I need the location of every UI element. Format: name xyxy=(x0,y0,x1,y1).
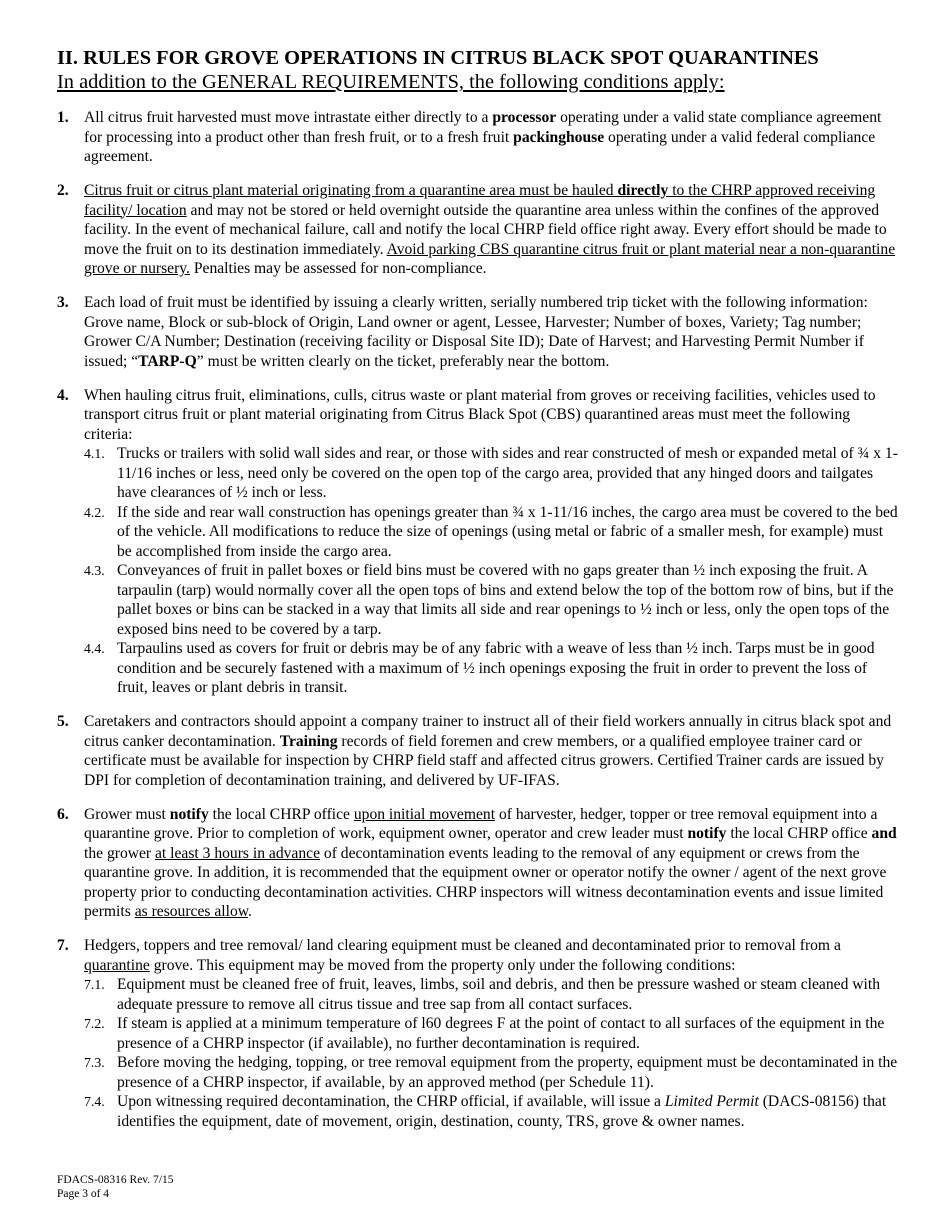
text-run: grove. This equipment may be moved from the property only under the following conditions: xyxy=(149,956,736,974)
rule-item-6 xyxy=(57,805,899,922)
sub-rule-text xyxy=(117,639,899,698)
rule-paragraph xyxy=(84,108,899,167)
sub-rule-4.2 xyxy=(84,503,899,562)
rule-number: 1. xyxy=(57,109,69,126)
rule-item-3 xyxy=(57,293,899,371)
text-run: Caretakers and contractors should appoint a company trainer to instruct all of their field workers annually in citrus black spot and citrus canker decontamination. xyxy=(84,713,892,750)
rule-text xyxy=(84,386,899,698)
rule-item-5 xyxy=(57,712,899,790)
sub-rule-7.3 xyxy=(84,1053,899,1092)
rule-number: 7. xyxy=(57,937,69,954)
rule-number: 3. xyxy=(57,294,69,311)
rule-item-7 xyxy=(57,936,899,1131)
sub-rule-4.4 xyxy=(84,639,899,698)
sub-rule-number: 7.3. xyxy=(84,1055,105,1070)
document-page xyxy=(57,46,899,1146)
section-title: II. RULES FOR GROVE OPERATIONS IN CITRUS BLACK SPOT QUARANTINES xyxy=(57,47,819,69)
rule-paragraph xyxy=(84,293,899,371)
text-run: Limited Permit xyxy=(664,1093,759,1110)
text-run: records of field foremen and crew members, or a qualified employee trainer card or certificate must be available for inspection by CHRP field staff and affected citrus growers. Certified Trainer cards are issued by DPI for completion of decontamination training, and delivered by UF-IFAS. xyxy=(84,732,884,789)
text-run: the grower xyxy=(84,844,156,862)
rule-text xyxy=(84,108,899,167)
text-run: All citrus fruit harvested must move intrastate either directly to a xyxy=(84,109,493,126)
rule-number: 6. xyxy=(57,805,69,823)
rule-item-2 xyxy=(57,181,899,279)
text-run: notify xyxy=(687,825,727,842)
text-run: directly xyxy=(617,182,669,199)
sub-rule-number: 4.1. xyxy=(84,446,105,461)
page-footer xyxy=(57,1173,174,1201)
rule-paragraph xyxy=(84,805,899,922)
text-run: Conveyances of fruit in pallet boxes or field bins must be covered with no gaps greater than ½ inch exposing the fruit. A tarpaulin (tarp) would normally cover all the open tops of bins and extend below the top of the bottom row of bins, but if the pallet boxes or bins can be stacked in a way that limits all side and rear openings to ½ inch or less, only the open tops of the exposed bins need to be covered by a tarp. xyxy=(117,562,894,638)
sub-rule-7.2 xyxy=(84,1014,899,1053)
text-run: at least 3 hours in advance xyxy=(155,844,320,862)
sub-rule-number: 7.4. xyxy=(84,1094,105,1109)
text-run: Equipment must be cleaned free of fruit, leaves, limbs, soil and debris, and then be pressure washed or steam cleaned with adequate pressure to remove all citrus tissue and tree sap from all contact surfaces. xyxy=(117,976,880,1013)
text-run: Upon witnessing required decontamination, the CHRP official, if available, will issue a xyxy=(117,1093,665,1110)
text-run: Citrus fruit or citrus plant material originating from a quarantine area must be hauled xyxy=(84,182,618,199)
text-run: Tarpaulins used as covers for fruit or debris may be of any fabric with a weave of less than ½ inch. Tarps must be in good condition and be securely fastened with a maximum of ½ inch openings exposing the fruit in order to prevent the loss of fruit, leaves or plant debris in transit. xyxy=(117,640,875,696)
rule-paragraph xyxy=(84,181,899,279)
sub-rule-7.1 xyxy=(84,975,899,1014)
text-run: If steam is applied at a minimum temperature of l60 degrees F at the point of contact to all surfaces of the equipment in the presence of a CHRP inspector (if available), no further decontamination is required. xyxy=(117,1015,885,1052)
sub-rule-4.3 xyxy=(84,561,899,639)
text-run: and xyxy=(871,825,897,842)
sub-rule-4.1 xyxy=(84,444,899,503)
text-run: of harvester, hedger, topper or tree removal equipment into a quarantine grove. Prior to completion of work, equipment owner, operator and crew leader must xyxy=(84,805,878,842)
sub-rule-number: 4.4. xyxy=(84,641,105,656)
text-run: operating under a valid federal compliance agreement. xyxy=(84,128,876,165)
sub-rule-text xyxy=(117,1014,899,1053)
sub-rule-7.4 xyxy=(84,1092,899,1131)
sub-rule-number: 7.1. xyxy=(84,977,105,992)
rule-text xyxy=(84,181,899,279)
form-id: FDACS-08316 Rev. 7/15 xyxy=(57,1174,174,1186)
sub-rule-number: 7.2. xyxy=(84,1016,105,1031)
rule-text xyxy=(84,936,899,1131)
text-run: Penalties may be assessed for non-compliance. xyxy=(189,260,487,277)
rule-item-1 xyxy=(57,108,899,167)
rule-paragraph xyxy=(84,386,899,445)
text-run: operating under a valid state compliance agreement for processing into a product other than fresh fruit, or to a fresh fruit xyxy=(84,109,882,146)
rule-text xyxy=(84,805,899,922)
text-run: When hauling citrus fruit, eliminations, culls, citrus waste or plant material from groves or receiving facilities, vehicles used to transport citrus fruit or plant material originating from Citrus Black Spot (CBS) quarantined areas must meet the following criteria: xyxy=(84,386,876,443)
text-run: quarantine xyxy=(84,956,150,974)
sub-rule-number: 4.2. xyxy=(84,504,105,520)
rule-text xyxy=(84,712,899,790)
text-run: Grower must xyxy=(84,805,170,823)
sub-rule-text xyxy=(117,561,899,639)
sub-rule-text xyxy=(117,1053,899,1092)
rule-item-4 xyxy=(57,386,899,698)
text-run: the local CHRP office xyxy=(208,805,354,823)
text-run: Hedgers, toppers and tree removal/ land clearing equipment must be cleaned and decontaminated prior to removal from a xyxy=(84,937,841,954)
text-run: ” must be written clearly on the ticket, preferably near the bottom. xyxy=(196,352,610,370)
text-run: Avoid parking CBS quarantine citrus fruit or plant material near a non-quarantine grove or nursery. xyxy=(84,240,896,277)
text-run: If the side and rear wall construction has openings greater than ¾ x 1-11/16 inches, the cargo area must be covered to the bed of the vehicle. All modifications to reduce the size of openings (using metal or fabric of a smaller mesh, for example) must be accomplished from inside the cargo area. xyxy=(117,503,898,560)
section-subtitle: In addition to the GENERAL REQUIREMENTS, the following conditions apply: xyxy=(57,71,725,93)
text-run: and may not be stored or held overnight outside the quarantine area unless within the confines of the approved facility. In the event of mechanical failure, call and notify the local CHRP field office right away. Every effort should be made to move the fruit on to its destination immediately. xyxy=(84,201,887,258)
text-run: Each load of fruit must be identified by issuing a clearly written, serially numbered trip ticket with the following information: Grove name, Block or sub-block of Origin, Land owner or agent, Lessee, Harvester; Number of boxes, Variety; Tag number; Grower C/A Number; Destination (receiving facility or Disposal Site ID); Date of Harvest; and Harvesting Permit Number if issued; “ xyxy=(84,294,868,370)
text-run: notify xyxy=(169,805,209,823)
text-run: Before moving the hedging, topping, or tree removal equipment from the property, equipment must be decontaminated in the presence of a CHRP inspector, if available, by an approved method (per Schedule 11). xyxy=(117,1054,898,1091)
text-run: upon initial movement xyxy=(353,805,496,823)
text-run: (DACS-08156) that identifies the equipment, date of movement, origin, destination, county, TRS, grove & owner names. xyxy=(117,1093,887,1130)
sub-rule-text xyxy=(117,975,899,1014)
text-run: of decontamination events leading to the removal of any equipment or crews from the quarantine grove. In addition, it is recommended that the equipment owner or operator notify the owner / agent of the next grove property prior to conducting decontamination activities. CHRP inspectors will witness decontamination events and issue limited permits xyxy=(84,844,887,920)
text-run: Training xyxy=(279,732,338,750)
sub-rule-number: 4.3. xyxy=(84,563,105,578)
page-number: Page 3 of 4 xyxy=(57,1188,110,1200)
rule-number: 4. xyxy=(57,386,69,404)
sub-rule-text xyxy=(117,444,899,503)
text-run: . xyxy=(248,903,252,920)
rules-list xyxy=(57,108,899,1131)
rule-paragraph xyxy=(84,712,899,790)
rule-paragraph xyxy=(84,936,899,975)
text-run: packinghouse xyxy=(513,128,605,146)
text-run: the local CHRP office xyxy=(726,825,872,842)
sub-rule-text xyxy=(117,503,899,562)
text-run: Trucks or trailers with solid wall sides and rear, or those with sides and rear constructed of mesh or expanded metal of ¾ x 1-11/16 inches or less, need only be covered on the open top of the cargo area, provided that any hinged doors and tailgates have clearances of ½ inch or less. xyxy=(117,445,898,501)
rule-text xyxy=(84,293,899,371)
sub-rule-text xyxy=(117,1092,899,1131)
text-run: TARP-Q xyxy=(138,352,197,370)
text-run: processor xyxy=(492,109,557,126)
text-run: as resources allow xyxy=(134,903,248,920)
rule-number: 2. xyxy=(57,182,69,199)
rule-number: 5. xyxy=(57,713,69,730)
text-run: to the CHRP approved receiving facility/ location xyxy=(84,182,876,219)
